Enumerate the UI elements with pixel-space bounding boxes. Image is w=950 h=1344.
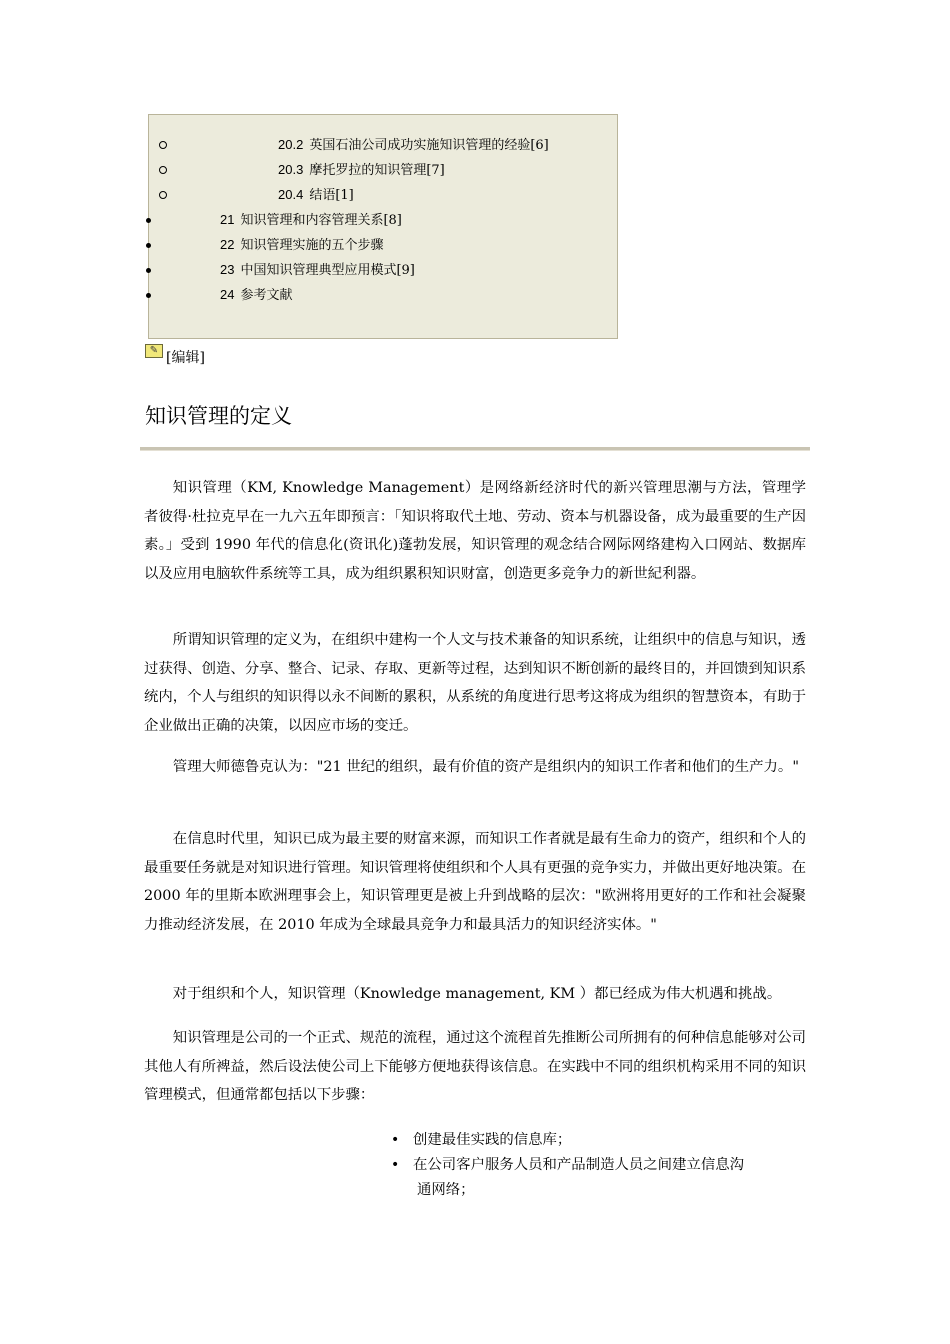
toc-item-number: 23 xyxy=(220,262,235,277)
toc-item-label: 知识管理和内容管理关系[8] xyxy=(240,213,402,228)
list-item xyxy=(389,1128,789,1153)
edit-link[interactable]: [编辑] xyxy=(166,350,205,366)
table-of-contents xyxy=(148,114,618,339)
toc-item-label: 英国石油公司成功实施知识管理的经验[6] xyxy=(309,138,549,153)
circle-bullet-icon xyxy=(159,191,167,199)
paragraph-opportunity: 对于组织和个人，知识管理（Knowledge management, KM ）都已经成为伟大机遇和挑战。 xyxy=(172,986,782,1002)
toc-item-label: 知识管理实施的五个步骤 xyxy=(240,238,384,253)
edit-icon[interactable]: ✎ xyxy=(145,344,163,358)
toc-item-number: 20.4 xyxy=(278,187,304,202)
toc-item-label: 摩托罗拉的知识管理[7] xyxy=(309,163,445,178)
paragraph-definition: 所谓知识管理的定义为，在组织中建构一个人文与技术兼备的知识系统，让组织中的信息与知识，透过获得、创造、分享、整合、记录、存取、更新等过程，达到知识不断创新的最终目的，并回馈到知识系统内，个人与组织的知识得以永不间断的累积，从系统的角度进行思考这将成为组织的智慧资本，有助于企业做出正确的决策，以因应市场的变迁。 xyxy=(144,632,806,734)
section-title: 知识管理的定义 xyxy=(145,404,292,428)
toc-item-20-3[interactable] xyxy=(278,159,445,181)
toc-item-label: 参考文献 xyxy=(240,288,293,303)
list-item-text: • 创建最佳实践的信息库； xyxy=(413,1132,572,1148)
bullet-dot-icon xyxy=(146,243,151,248)
circle-bullet-icon xyxy=(159,166,167,174)
toc-item-22[interactable] xyxy=(220,234,383,256)
toc-item-number: 22 xyxy=(220,237,235,252)
toc-item-20-4[interactable] xyxy=(278,184,354,206)
section-divider xyxy=(140,447,810,451)
toc-item-24[interactable] xyxy=(220,284,292,306)
steps-list xyxy=(389,1128,789,1203)
toc-item-number: 20.2 xyxy=(278,137,304,152)
bullet-dot-icon xyxy=(146,293,151,298)
circle-bullet-icon xyxy=(159,141,167,149)
toc-item-number: 24 xyxy=(220,287,235,302)
paragraph-drucker-quote: 管理大师德鲁克认为："21 世纪的组织，最有价值的资产是组织内的知识工作者和他们的生产力。" xyxy=(172,759,799,775)
list-item xyxy=(389,1153,789,1203)
list-item-text: • 在公司客户服务人员和产品制造人员之间建立信息沟 xyxy=(413,1157,744,1173)
toc-item-number: 21 xyxy=(220,212,235,227)
toc-item-23[interactable] xyxy=(220,259,415,281)
paragraph-process: 知识管理是公司的一个正式、规范的流程，通过这个流程首先推断公司所拥有的何种信息能够对公司其他人有所裨益，然后设法使公司上下能够方便地获得该信息。在实践中不同的组织机构采用不同的知识管理模式，但通常都包括以下步骤： xyxy=(144,1030,806,1103)
toc-item-label: 中国知识管理典型应用模式[9] xyxy=(240,263,415,278)
list-item-text-continued: 通网络； xyxy=(417,1182,475,1198)
toc-item-number: 20.3 xyxy=(278,162,304,177)
toc-item-21[interactable] xyxy=(220,209,402,231)
toc-item-label: 结语[1] xyxy=(309,188,354,203)
toc-item-20-2[interactable] xyxy=(278,134,549,156)
bullet-dot-icon xyxy=(146,268,151,273)
bullet-dot-icon xyxy=(146,218,151,223)
paragraph-intro: 知识管理（KM, Knowledge Management）是网络新经济时代的新兴管理思潮与方法，管理学者彼得·杜拉克早在一九六五年即预言：「知识将取代土地、劳动、资本与机器设备，成为最重要的生产因素。」受到 1990 年代的信息化(资讯化)蓬勃发展，知识管理的观念结合网际网络建构入口网站、数据库以及应用电脑软件系统等工具，成为组织累积知识财富，创造更多竞争力的新世紀利器。 xyxy=(144,480,806,582)
paragraph-information-age: 在信息时代里，知识已成为最主要的财富来源，而知识工作者就是最有生命力的资产，组织和个人的最重要任务就是对知识进行管理。知识管理将使组织和个人具有更强的竞争实力，并做出更好地决策。在 2000 年的里斯本欧洲理事会上，知识管理更是被上升到战略的层次："欧洲将用更好的工作和社会凝聚力推动经济发展，在 2010 年成为全球最具竞争力和最具活力的知识经济实体。" xyxy=(144,831,806,933)
